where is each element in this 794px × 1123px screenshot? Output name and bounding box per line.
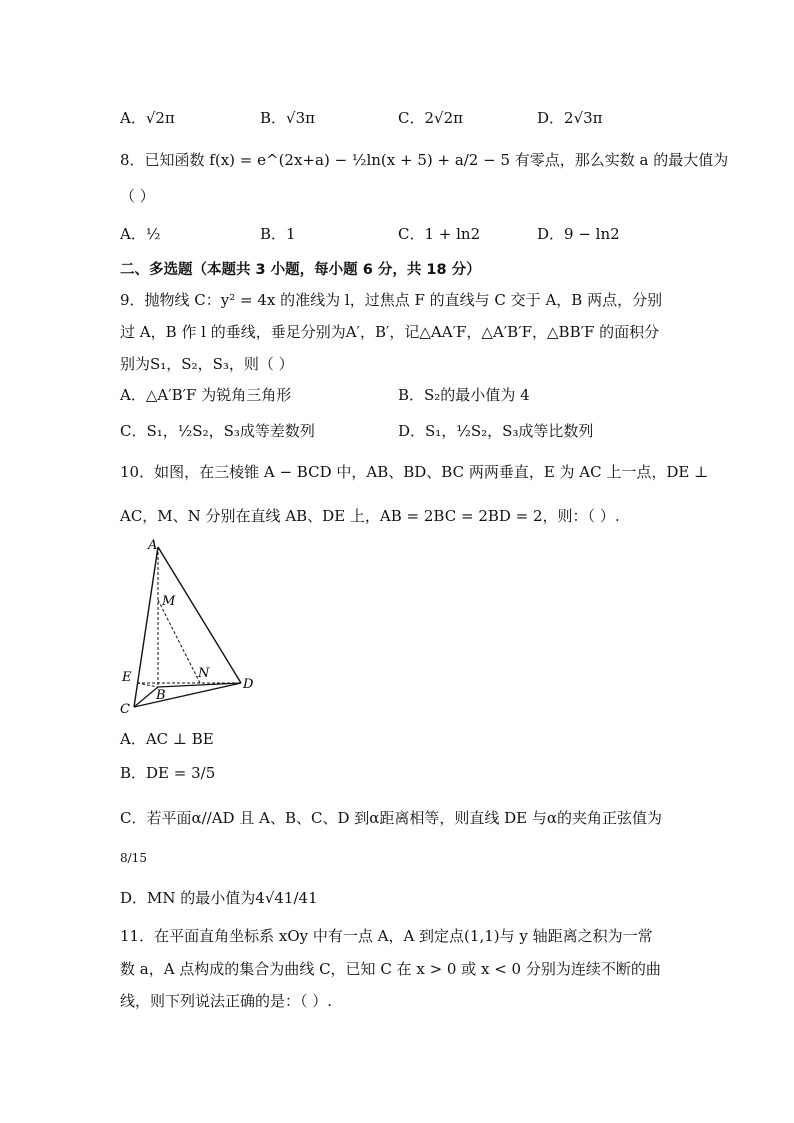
q10-option-a: A．AC ⊥ BE <box>120 730 214 748</box>
q9-line-1: 9．抛物线 C：y² = 4x 的准线为 l，过焦点 F 的直线与 C 交于 A，B 两点，分别 <box>120 291 663 309</box>
q11-line-3: 线，则下列说法正确的是：（ ）. <box>120 992 333 1010</box>
q11-line-1: 11．在平面直角坐标系 xOy 中有一点 A，A 到定点(1,1)与 y 轴距离之积为一常 <box>120 927 653 945</box>
q8-paren: （ ） <box>120 187 155 205</box>
q9-option-a: A．△A′B′F 为锐角三角形 <box>120 386 292 404</box>
q7-option-a: A．√2π <box>120 109 175 127</box>
section-title: 二、多选题（本题共 3 小题，每小题 6 分，共 18 分） <box>120 262 481 278</box>
label-b: B <box>156 688 166 703</box>
q10-option-b: B．DE = 3/5 <box>120 764 216 782</box>
q10-option-c-line-1: C．若平面α//AD 且 A、B、C、D 到α距离相等，则直线 DE 与α的夹角正弦值为 <box>120 809 663 827</box>
q7-option-b: B．√3π <box>260 109 315 127</box>
label-a: A <box>148 538 158 553</box>
q10-option-c-line-2: 8/15 <box>120 851 147 865</box>
label-e: E <box>122 670 132 685</box>
label-n: N <box>198 666 210 681</box>
q10-line-2: AC，M、N 分别在直线 AB、DE 上，AB = 2BC = 2BD = 2，则：（ ）. <box>120 507 620 525</box>
q10-option-d: D．MN 的最小值为4√41/41 <box>120 889 318 907</box>
label-m: M <box>162 594 176 609</box>
q7-option-d: D．2√3π <box>537 109 603 127</box>
q10-line-1: 10．如图，在三棱锥 A − BCD 中，AB、BD、BC 两两垂直，E 为 AC 上一点，DE ⊥ <box>120 463 709 481</box>
edge-cd <box>134 683 241 707</box>
q8-option-c: C．1 + ln2 <box>398 225 481 243</box>
q9-line-2: 过 A，B 作 l 的垂线，垂足分别为A′，B′，记△AA′F，△A′B′F，△BB′F 的面积分 <box>120 323 660 341</box>
edge-ad <box>158 547 241 683</box>
pyramid-figure <box>112 535 262 715</box>
segment-eb-dashed <box>137 683 158 687</box>
q9-option-c: C．S₁，½S₂，S₃成等差数列 <box>120 422 315 440</box>
q8-option-b: B．1 <box>260 225 296 243</box>
q9-option-b: B．S₂的最小值为 4 <box>398 386 530 404</box>
q9-option-d: D．S₁，½S₂，S₃成等比数列 <box>398 422 594 440</box>
q7-option-c: C．2√2π <box>398 109 463 127</box>
label-c: C <box>120 702 130 715</box>
label-d: D <box>243 677 254 692</box>
q11-line-2: 数 a，A 点构成的集合为曲线 C，已知 C 在 x > 0 或 x < 0 分别为连续不断的曲 <box>120 960 661 978</box>
segment-mn-dashed <box>158 600 200 683</box>
q8-option-a: A．½ <box>120 225 161 243</box>
q8-option-d: D．9 − ln2 <box>537 225 620 243</box>
q9-line-3: 别为S₁，S₂，S₃，则（ ） <box>120 355 294 373</box>
q8-stem: 8．已知函数 f(x) = e^(2x+a) − ½ln(x + 5) + a/2 − 5 有零点，那么实数 a 的最大值为 <box>120 151 729 169</box>
